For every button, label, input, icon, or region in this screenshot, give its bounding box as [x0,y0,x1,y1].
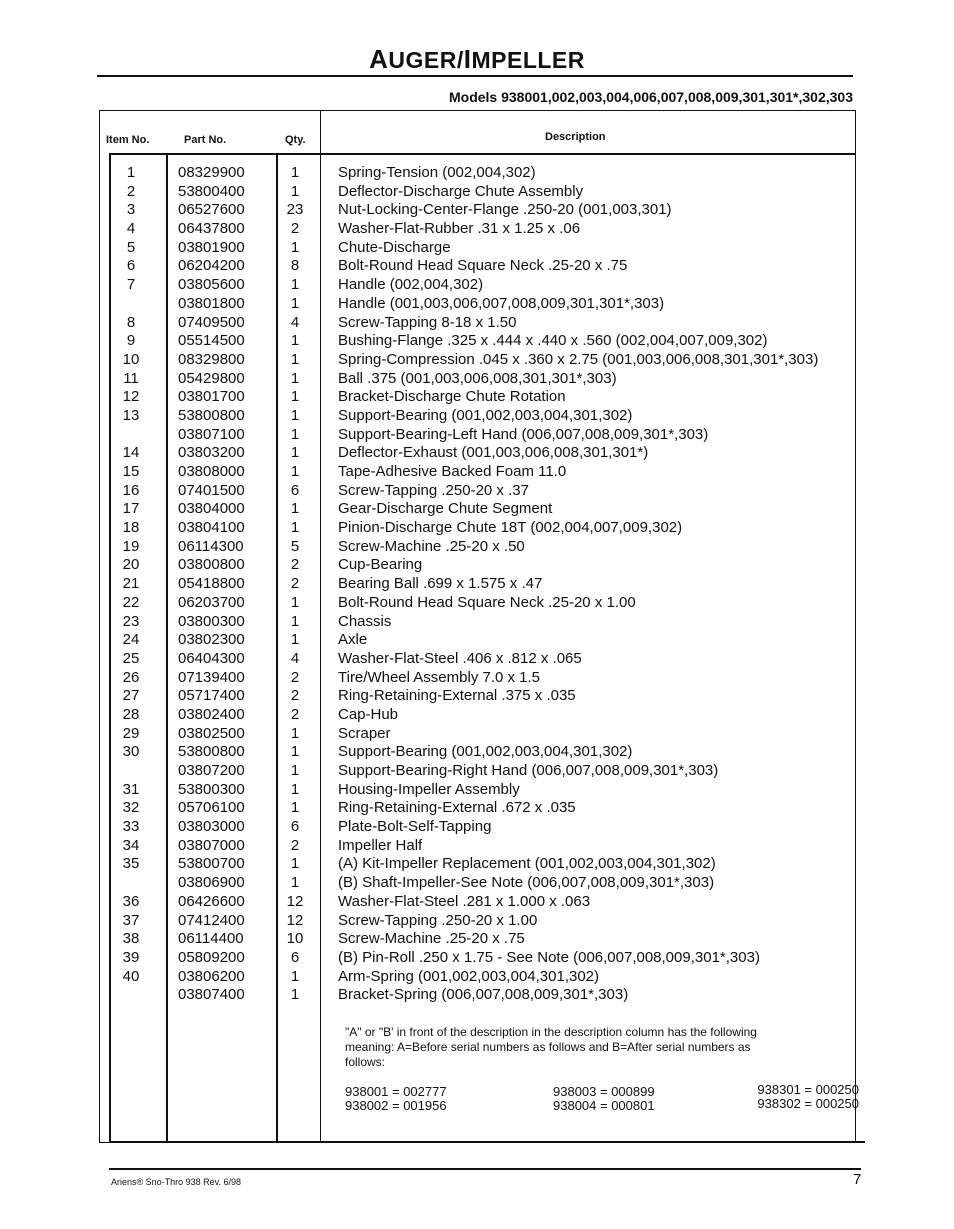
part-number: 03807000 [178,836,245,854]
quantity: 1 [290,855,300,873]
quantity: 1 [290,780,300,798]
description: Ball .375 (001,003,006,008,301,301*,303) [338,369,617,387]
item-number: 31 [122,780,140,798]
description: Washer-Flat-Steel .281 x 1.000 x .063 [338,892,591,910]
header-item-no: Item No. [106,134,150,146]
table-row [0,257,954,276]
description: Handle (001,003,006,007,008,009,301,301*,303) [338,294,665,312]
part-number: 07409500 [178,313,245,331]
quantity: 2 [290,556,300,574]
description: Deflector-Discharge Chute Assembly [338,182,584,200]
quantity: 1 [290,724,300,742]
quantity: 1 [290,743,300,761]
table-row [0,799,954,818]
quantity: 1 [290,967,300,985]
part-number: 03803200 [178,444,245,462]
part-number: 07139400 [178,668,245,686]
serial-938302: 938302 = 000250 [757,1096,859,1111]
part-number: 03803000 [178,818,245,836]
part-number: 03805600 [178,276,245,294]
serial-938004: 938004 = 000801 [553,1098,655,1113]
quantity: 6 [290,948,300,966]
parts-list [0,164,954,1005]
item-number: 23 [122,612,140,630]
quantity: 1 [290,350,300,368]
item-number: 25 [122,649,140,667]
item-number: 1 [126,164,136,181]
part-number: 03807400 [178,986,245,1004]
quantity: 1 [290,369,300,387]
description: Washer-Flat-Steel .406 x .812 x .065 [338,649,582,667]
quantity: 1 [290,406,300,424]
table-row [0,687,954,706]
description: Support-Bearing-Right Hand (006,007,008,009,301*,303) [338,762,719,779]
part-number: 06114400 [178,930,244,948]
table-row [0,463,954,482]
header-rule [109,153,856,155]
description: Bushing-Flange .325 x .444 x .440 x .560 (002,004,007,009,302) [338,332,768,350]
item-number: 17 [122,500,140,518]
item-number: 2 [126,182,136,200]
item-number: 40 [122,967,140,985]
table-row [0,556,954,575]
table-row [0,183,954,202]
quantity: 8 [290,257,300,275]
table-row [0,781,954,800]
part-number: 03800300 [178,612,245,630]
part-number: 03808000 [178,463,245,480]
table-row [0,444,954,463]
item-number: 8 [126,313,136,331]
table-row [0,201,954,220]
table-row [0,631,954,650]
description: Bracket-Discharge Chute Rotation [338,388,566,406]
description: (B) Pin-Roll .250 x 1.75 - See Note (006,007,008,009,301*,303) [338,948,760,966]
description: Tire/Wheel Assembly 7.0 x 1.5 [338,668,541,686]
item-number: 18 [122,519,140,537]
item-number: 21 [122,575,140,593]
quantity: 1 [290,164,300,181]
table-row [0,762,954,781]
quantity: 1 [290,444,300,462]
serial-938002: 938002 = 001956 [345,1098,447,1113]
part-number: 08329800 [178,350,245,368]
quantity: 1 [290,182,300,200]
title-rule [97,75,853,77]
part-number: 06204200 [178,257,245,275]
description: Pinion-Discharge Chute 18T (002,004,007,009,302) [338,519,683,537]
quantity: 2 [290,687,300,705]
part-number: 07401500 [178,481,245,499]
description: Scraper [338,724,391,742]
title-part-1: UGER/ [388,47,464,73]
table-row [0,706,954,725]
quantity: 1 [290,612,300,630]
item-number: 37 [122,911,140,929]
table-row [0,818,954,837]
quantity: 1 [290,986,300,1004]
table-row [0,370,954,389]
part-number: 03802300 [178,631,245,649]
table-row [0,407,954,426]
table-row [0,500,954,519]
item-number: 36 [122,892,140,910]
table-row [0,837,954,856]
part-number: 05418800 [178,575,245,593]
part-number: 08329900 [178,164,245,181]
quantity: 12 [286,911,304,929]
description: Cap-Hub [338,705,399,723]
quantity: 6 [290,818,300,836]
quantity: 4 [290,313,300,331]
part-number: 06527600 [178,201,245,219]
title-part-2: MPELLER [471,47,585,73]
part-number: 53800800 [178,743,245,761]
table-row [0,968,954,987]
quantity: 2 [290,668,300,686]
table-row [0,538,954,557]
table-row [0,594,954,613]
part-number: 53800300 [178,780,245,798]
quantity: 1 [290,631,300,649]
description: Support-Bearing-Left Hand (006,007,008,009,301*,303) [338,425,709,443]
serial-note: "A" or "B' in front of the description in the description column has the following meaning: A=Before serial numbers as follows and B=After serial numbers as follows: [345,1025,757,1069]
part-number: 07412400 [178,911,245,929]
part-number: 05717400 [178,687,245,705]
item-number: 16 [122,481,140,499]
table-row [0,893,954,912]
title-initial-i: I [463,44,472,74]
item-number: 14 [122,444,140,462]
table-row [0,855,954,874]
part-number: 03802400 [178,705,245,723]
item-number: 9 [126,332,136,350]
part-number: 03801900 [178,238,245,256]
description: Spring-Tension (002,004,302) [338,164,536,181]
description: Gear-Discharge Chute Segment [338,500,553,518]
quantity: 23 [286,201,304,219]
header-qty: Qty. [285,134,306,146]
quantity: 1 [290,294,300,312]
footer-publication: Ariens® Sno-Thro 938 Rev. 6/98 [111,1177,242,1187]
quantity: 6 [290,481,300,499]
item-number: 19 [122,537,140,555]
table-row [0,650,954,669]
part-number: 03804000 [178,500,245,518]
header-part-no: Part No. [184,134,227,146]
quantity: 1 [290,276,300,294]
part-number: 03801800 [178,294,245,312]
description: Chute-Discharge [338,238,451,256]
item-number: 12 [122,388,140,406]
table-row [0,949,954,968]
serial-938001: 938001 = 002777 [345,1084,447,1099]
table-row [0,669,954,688]
table-row [0,874,954,893]
item-number: 30 [122,743,140,761]
part-number: 05706100 [178,799,245,817]
table-row [0,575,954,594]
description: Chassis [338,612,392,630]
description: Bolt-Round Head Square Neck .25-20 x 1.00 [338,593,636,611]
item-number: 11 [123,369,139,387]
header-description: Description [545,131,606,143]
table-row [0,295,954,314]
item-number: 35 [122,855,140,873]
part-number: 53800400 [178,182,245,200]
quantity: 2 [290,836,300,854]
part-number: 03807200 [178,762,245,779]
part-number: 03800800 [178,556,245,574]
quantity: 1 [290,425,300,443]
bottom-rule [109,1141,865,1143]
part-number: 03802500 [178,724,245,742]
part-number: 06437800 [178,220,245,238]
quantity: 2 [290,220,300,238]
description: Deflector-Exhaust (001,003,006,008,301,301*) [338,444,649,462]
serial-group-2 [553,1085,655,1113]
quantity: 1 [290,593,300,611]
item-number: 28 [122,705,140,723]
quantity: 10 [286,930,304,948]
part-number: 06404300 [178,649,245,667]
quantity: 1 [290,500,300,518]
table-row [0,519,954,538]
item-number: 4 [126,220,136,238]
part-number: 06426600 [178,892,245,910]
item-number: 6 [126,257,136,275]
item-number: 32 [122,799,140,817]
description: Housing-Impeller Assembly [338,780,520,798]
description: Axle [338,631,368,649]
part-number: 05429800 [178,369,245,387]
description: Screw-Tapping .250-20 x .37 [338,481,529,499]
item-number: 5 [126,238,136,256]
part-number: 06203700 [178,593,245,611]
part-number: 03806900 [178,874,245,892]
item-number: 20 [122,556,140,574]
description: Arm-Spring (001,002,003,004,301,302) [338,967,600,985]
title-initial-a: A [369,44,389,74]
serial-group-1 [345,1085,447,1113]
description: Cup-Bearing [338,556,423,574]
table-row [0,276,954,295]
item-number: 13 [122,406,140,424]
item-number: 29 [122,724,140,742]
table-row [0,164,954,183]
item-number: 24 [122,631,140,649]
description: Screw-Machine .25-20 x .50 [338,537,525,555]
serial-group-3 [757,1083,859,1111]
part-number: 03806200 [178,967,245,985]
description: Bearing Ball .699 x 1.575 x .47 [338,575,543,593]
description: Screw-Tapping .250-20 x 1.00 [338,911,538,929]
description: Ring-Retaining-External .375 x .035 [338,687,576,705]
description: (A) Kit-Impeller Replacement (001,002,003,004,301,302) [338,855,716,873]
item-number: 15 [122,463,140,480]
quantity: 1 [290,332,300,350]
item-number: 26 [122,668,140,686]
table-row [0,239,954,258]
part-number: 03801700 [178,388,245,406]
table-row [0,332,954,351]
part-number: 05514500 [178,332,245,350]
part-number: 06114300 [178,537,244,555]
table-row [0,426,954,445]
part-number: 03807100 [178,425,245,443]
description: Spring-Compression .045 x .360 x 2.75 (001,003,006,008,301,301*,303) [338,350,819,368]
description: Nut-Locking-Center-Flange .250-20 (001,003,301) [338,201,672,219]
description: Plate-Bolt-Self-Tapping [338,818,492,836]
description: Tape-Adhesive Backed Foam 11.0 [338,463,567,480]
table-row [0,388,954,407]
table-row [0,351,954,370]
quantity: 1 [290,238,300,256]
item-number: 27 [122,687,140,705]
quantity: 1 [290,799,300,817]
item-number: 38 [122,930,140,948]
quantity: 1 [290,762,300,779]
item-number: 34 [122,836,140,854]
quantity: 12 [286,892,304,910]
quantity: 1 [290,519,300,537]
page-title [0,44,954,75]
table-row [0,930,954,949]
table-row [0,220,954,239]
description: Bolt-Round Head Square Neck .25-20 x .75 [338,257,628,275]
quantity: 4 [290,649,300,667]
quantity: 1 [290,388,300,406]
quantity: 1 [290,463,300,480]
quantity: 5 [290,537,300,555]
table-row [0,314,954,333]
item-number: 22 [122,593,140,611]
table-row [0,743,954,762]
description: Screw-Machine .25-20 x .75 [338,930,525,948]
description: Handle (002,004,302) [338,276,484,294]
description: Impeller Half [338,836,423,854]
description: Screw-Tapping 8-18 x 1.50 [338,313,517,331]
part-number: 53800800 [178,406,245,424]
serial-938301: 938301 = 000250 [757,1082,859,1097]
item-number: 10 [122,350,140,368]
description: Support-Bearing (001,002,003,004,301,302) [338,406,633,424]
description: Ring-Retaining-External .672 x .035 [338,799,576,817]
description: (B) Shaft-Impeller-See Note (006,007,008,009,301*,303) [338,874,715,892]
table-row [0,613,954,632]
models-line: Models 938001,002,003,004,006,007,008,009,301,301*,302,303 [448,89,853,105]
table-row [0,725,954,744]
page-number: 7 [853,1171,862,1188]
part-number: 03804100 [178,519,245,537]
item-number: 33 [122,818,140,836]
table-row [0,986,954,1005]
description: Bracket-Spring (006,007,008,009,301*,303) [338,986,629,1004]
table-row [0,912,954,931]
quantity: 1 [290,874,300,892]
part-number: 53800700 [178,855,245,873]
footer-rule [109,1168,861,1170]
description: Washer-Flat-Rubber .31 x 1.25 x .06 [338,220,581,238]
quantity: 2 [290,575,300,593]
part-number: 05809200 [178,948,245,966]
quantity: 2 [290,705,300,723]
table-row [0,482,954,501]
item-number: 3 [126,201,136,219]
item-number: 39 [122,948,140,966]
description: Support-Bearing (001,002,003,004,301,302) [338,743,633,761]
serial-938003: 938003 = 000899 [553,1084,655,1099]
item-number: 7 [126,276,136,294]
